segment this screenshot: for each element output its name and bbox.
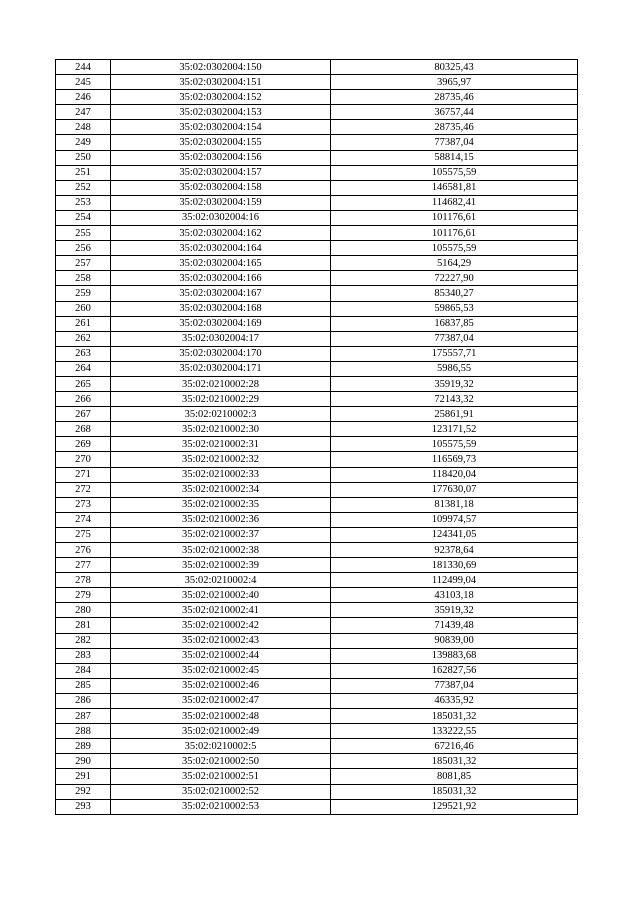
- cadastral-number-cell: 35:02:0210002:30: [111, 422, 331, 437]
- cadastral-value-table: [55, 59, 578, 815]
- table-row: [56, 784, 578, 799]
- value-cell: 72143,32: [331, 392, 578, 407]
- table-row: [56, 754, 578, 769]
- table-row: [56, 648, 578, 663]
- value-cell: 77387,04: [331, 135, 578, 150]
- row-number-cell: 264: [56, 361, 111, 376]
- cadastral-number-cell: 35:02:0302004:164: [111, 241, 331, 256]
- row-number-cell: 244: [56, 60, 111, 75]
- table-row: [56, 693, 578, 708]
- row-number-cell: 288: [56, 724, 111, 739]
- cadastral-number-cell: 35:02:0210002:3: [111, 407, 331, 422]
- value-cell: 80325,43: [331, 60, 578, 75]
- cadastral-number-cell: 35:02:0210002:40: [111, 588, 331, 603]
- value-cell: 3965,97: [331, 75, 578, 90]
- cadastral-number-cell: 35:02:0210002:50: [111, 754, 331, 769]
- row-number-cell: 276: [56, 543, 111, 558]
- value-cell: 43103,18: [331, 588, 578, 603]
- cadastral-number-cell: 35:02:0302004:152: [111, 90, 331, 105]
- value-cell: 105575,59: [331, 165, 578, 180]
- cadastral-number-cell: 35:02:0210002:5: [111, 739, 331, 754]
- cadastral-number-cell: 35:02:0302004:151: [111, 75, 331, 90]
- table-row: [56, 799, 578, 814]
- table-row: [56, 558, 578, 573]
- value-cell: 71439,48: [331, 618, 578, 633]
- table-row: [56, 361, 578, 376]
- row-number-cell: 248: [56, 120, 111, 135]
- table-row: [56, 512, 578, 527]
- table-row: [56, 75, 578, 90]
- value-cell: 35919,32: [331, 603, 578, 618]
- row-number-cell: 284: [56, 663, 111, 678]
- row-number-cell: 271: [56, 467, 111, 482]
- value-cell: 77387,04: [331, 678, 578, 693]
- value-cell: 85340,27: [331, 286, 578, 301]
- cadastral-number-cell: 35:02:0302004:157: [111, 165, 331, 180]
- row-number-cell: 259: [56, 286, 111, 301]
- table-row: [56, 120, 578, 135]
- row-number-cell: 287: [56, 709, 111, 724]
- value-cell: 177630,07: [331, 482, 578, 497]
- table-row: [56, 603, 578, 618]
- table-row: [56, 543, 578, 558]
- value-cell: 162827,56: [331, 663, 578, 678]
- cadastral-number-cell: 35:02:0210002:51: [111, 769, 331, 784]
- table-row: [56, 678, 578, 693]
- table-row: [56, 407, 578, 422]
- table-row: [56, 724, 578, 739]
- value-cell: 146581,81: [331, 180, 578, 195]
- cadastral-number-cell: 35:02:0302004:154: [111, 120, 331, 135]
- cadastral-number-cell: 35:02:0210002:29: [111, 392, 331, 407]
- cadastral-number-cell: 35:02:0210002:4: [111, 573, 331, 588]
- table-row: [56, 286, 578, 301]
- row-number-cell: 260: [56, 301, 111, 316]
- cadastral-number-cell: 35:02:0210002:41: [111, 603, 331, 618]
- table-row: [56, 497, 578, 512]
- value-cell: 185031,32: [331, 784, 578, 799]
- cadastral-number-cell: 35:02:0210002:49: [111, 724, 331, 739]
- row-number-cell: 251: [56, 165, 111, 180]
- cadastral-number-cell: 35:02:0210002:37: [111, 527, 331, 542]
- row-number-cell: 257: [56, 256, 111, 271]
- value-cell: 90839,00: [331, 633, 578, 648]
- table-row: [56, 210, 578, 225]
- value-cell: 35919,32: [331, 376, 578, 391]
- value-cell: 67216,46: [331, 739, 578, 754]
- row-number-cell: 285: [56, 678, 111, 693]
- value-cell: 129521,92: [331, 799, 578, 814]
- cadastral-number-cell: 35:02:0302004:162: [111, 226, 331, 241]
- cadastral-number-cell: 35:02:0210002:39: [111, 558, 331, 573]
- table-row: [56, 467, 578, 482]
- row-number-cell: 246: [56, 90, 111, 105]
- cadastral-number-cell: 35:02:0302004:171: [111, 361, 331, 376]
- row-number-cell: 283: [56, 648, 111, 663]
- value-cell: 109974,57: [331, 512, 578, 527]
- row-number-cell: 277: [56, 558, 111, 573]
- cadastral-number-cell: 35:02:0302004:169: [111, 316, 331, 331]
- table-row: [56, 376, 578, 391]
- cadastral-number-cell: 35:02:0302004:155: [111, 135, 331, 150]
- cadastral-number-cell: 35:02:0210002:48: [111, 709, 331, 724]
- table-body: [56, 60, 578, 815]
- cadastral-number-cell: 35:02:0210002:47: [111, 693, 331, 708]
- value-cell: 114682,41: [331, 195, 578, 210]
- value-cell: 72227,90: [331, 271, 578, 286]
- row-number-cell: 252: [56, 180, 111, 195]
- table-row: [56, 573, 578, 588]
- cadastral-number-cell: 35:02:0210002:36: [111, 512, 331, 527]
- value-cell: 101176,61: [331, 210, 578, 225]
- value-cell: 58814,15: [331, 150, 578, 165]
- row-number-cell: 275: [56, 527, 111, 542]
- row-number-cell: 291: [56, 769, 111, 784]
- table-row: [56, 226, 578, 241]
- table-row: [56, 663, 578, 678]
- cadastral-number-cell: 35:02:0210002:38: [111, 543, 331, 558]
- value-cell: 105575,59: [331, 241, 578, 256]
- row-number-cell: 266: [56, 392, 111, 407]
- value-cell: 81381,18: [331, 497, 578, 512]
- table-row: [56, 195, 578, 210]
- row-number-cell: 274: [56, 512, 111, 527]
- cadastral-number-cell: 35:02:0302004:165: [111, 256, 331, 271]
- cadastral-number-cell: 35:02:0210002:45: [111, 663, 331, 678]
- table-row: [56, 301, 578, 316]
- value-cell: 118420,04: [331, 467, 578, 482]
- cadastral-number-cell: 35:02:0210002:31: [111, 437, 331, 452]
- cadastral-number-cell: 35:02:0302004:158: [111, 180, 331, 195]
- value-cell: 112499,04: [331, 573, 578, 588]
- value-cell: 77387,04: [331, 331, 578, 346]
- value-cell: 185031,32: [331, 754, 578, 769]
- cadastral-number-cell: 35:02:0210002:35: [111, 497, 331, 512]
- row-number-cell: 268: [56, 422, 111, 437]
- cadastral-number-cell: 35:02:0302004:170: [111, 346, 331, 361]
- row-number-cell: 286: [56, 693, 111, 708]
- value-cell: 28735,46: [331, 90, 578, 105]
- row-number-cell: 281: [56, 618, 111, 633]
- value-cell: 8081,85: [331, 769, 578, 784]
- row-number-cell: 253: [56, 195, 111, 210]
- value-cell: 185031,32: [331, 709, 578, 724]
- cadastral-number-cell: 35:02:0302004:156: [111, 150, 331, 165]
- cadastral-number-cell: 35:02:0210002:44: [111, 648, 331, 663]
- row-number-cell: 280: [56, 603, 111, 618]
- row-number-cell: 247: [56, 105, 111, 120]
- value-cell: 101176,61: [331, 226, 578, 241]
- cadastral-number-cell: 35:02:0210002:33: [111, 467, 331, 482]
- table-row: [56, 392, 578, 407]
- row-number-cell: 273: [56, 497, 111, 512]
- table-row: [56, 437, 578, 452]
- value-cell: 92378,64: [331, 543, 578, 558]
- table-row: [56, 60, 578, 75]
- table-row: [56, 90, 578, 105]
- value-cell: 25861,91: [331, 407, 578, 422]
- row-number-cell: 292: [56, 784, 111, 799]
- table-row: [56, 241, 578, 256]
- row-number-cell: 293: [56, 799, 111, 814]
- table-row: [56, 331, 578, 346]
- row-number-cell: 270: [56, 452, 111, 467]
- value-cell: 133222,55: [331, 724, 578, 739]
- table-row: [56, 588, 578, 603]
- table-row: [56, 633, 578, 648]
- table-row: [56, 527, 578, 542]
- cadastral-number-cell: 35:02:0210002:53: [111, 799, 331, 814]
- cadastral-number-cell: 35:02:0210002:32: [111, 452, 331, 467]
- value-cell: 124341,05: [331, 527, 578, 542]
- table-row: [56, 618, 578, 633]
- value-cell: 139883,68: [331, 648, 578, 663]
- row-number-cell: 279: [56, 588, 111, 603]
- cadastral-number-cell: 35:02:0302004:16: [111, 210, 331, 225]
- cadastral-number-cell: 35:02:0302004:166: [111, 271, 331, 286]
- row-number-cell: 289: [56, 739, 111, 754]
- value-cell: 175557,71: [331, 346, 578, 361]
- value-cell: 123171,52: [331, 422, 578, 437]
- table-row: [56, 316, 578, 331]
- cadastral-number-cell: 35:02:0210002:43: [111, 633, 331, 648]
- table-row: [56, 150, 578, 165]
- table-row: [56, 452, 578, 467]
- table-row: [56, 709, 578, 724]
- table-row: [56, 165, 578, 180]
- row-number-cell: 249: [56, 135, 111, 150]
- row-number-cell: 262: [56, 331, 111, 346]
- table-row: [56, 180, 578, 195]
- table-row: [56, 256, 578, 271]
- row-number-cell: 272: [56, 482, 111, 497]
- row-number-cell: 261: [56, 316, 111, 331]
- cadastral-number-cell: 35:02:0302004:150: [111, 60, 331, 75]
- table-row: [56, 346, 578, 361]
- row-number-cell: 267: [56, 407, 111, 422]
- row-number-cell: 265: [56, 376, 111, 391]
- table-row: [56, 769, 578, 784]
- row-number-cell: 278: [56, 573, 111, 588]
- cadastral-number-cell: 35:02:0302004:168: [111, 301, 331, 316]
- row-number-cell: 258: [56, 271, 111, 286]
- row-number-cell: 269: [56, 437, 111, 452]
- row-number-cell: 282: [56, 633, 111, 648]
- value-cell: 59865,53: [331, 301, 578, 316]
- cadastral-number-cell: 35:02:0210002:34: [111, 482, 331, 497]
- table-row: [56, 739, 578, 754]
- value-cell: 5164,29: [331, 256, 578, 271]
- cadastral-number-cell: 35:02:0302004:167: [111, 286, 331, 301]
- value-cell: 5986,55: [331, 361, 578, 376]
- row-number-cell: 250: [56, 150, 111, 165]
- row-number-cell: 290: [56, 754, 111, 769]
- value-cell: 28735,46: [331, 120, 578, 135]
- cadastral-number-cell: 35:02:0210002:46: [111, 678, 331, 693]
- value-cell: 105575,59: [331, 437, 578, 452]
- cadastral-number-cell: 35:02:0302004:17: [111, 331, 331, 346]
- value-cell: 16837,85: [331, 316, 578, 331]
- table-row: [56, 482, 578, 497]
- cadastral-number-cell: 35:02:0302004:153: [111, 105, 331, 120]
- table-row: [56, 271, 578, 286]
- table-row: [56, 105, 578, 120]
- row-number-cell: 254: [56, 210, 111, 225]
- value-cell: 116569,73: [331, 452, 578, 467]
- value-cell: 46335,92: [331, 693, 578, 708]
- cadastral-number-cell: 35:02:0210002:28: [111, 376, 331, 391]
- table-row: [56, 422, 578, 437]
- value-cell: 36757,44: [331, 105, 578, 120]
- row-number-cell: 255: [56, 226, 111, 241]
- row-number-cell: 263: [56, 346, 111, 361]
- row-number-cell: 256: [56, 241, 111, 256]
- cadastral-number-cell: 35:02:0302004:159: [111, 195, 331, 210]
- table-row: [56, 135, 578, 150]
- row-number-cell: 245: [56, 75, 111, 90]
- cadastral-number-cell: 35:02:0210002:42: [111, 618, 331, 633]
- cadastral-number-cell: 35:02:0210002:52: [111, 784, 331, 799]
- value-cell: 181330,69: [331, 558, 578, 573]
